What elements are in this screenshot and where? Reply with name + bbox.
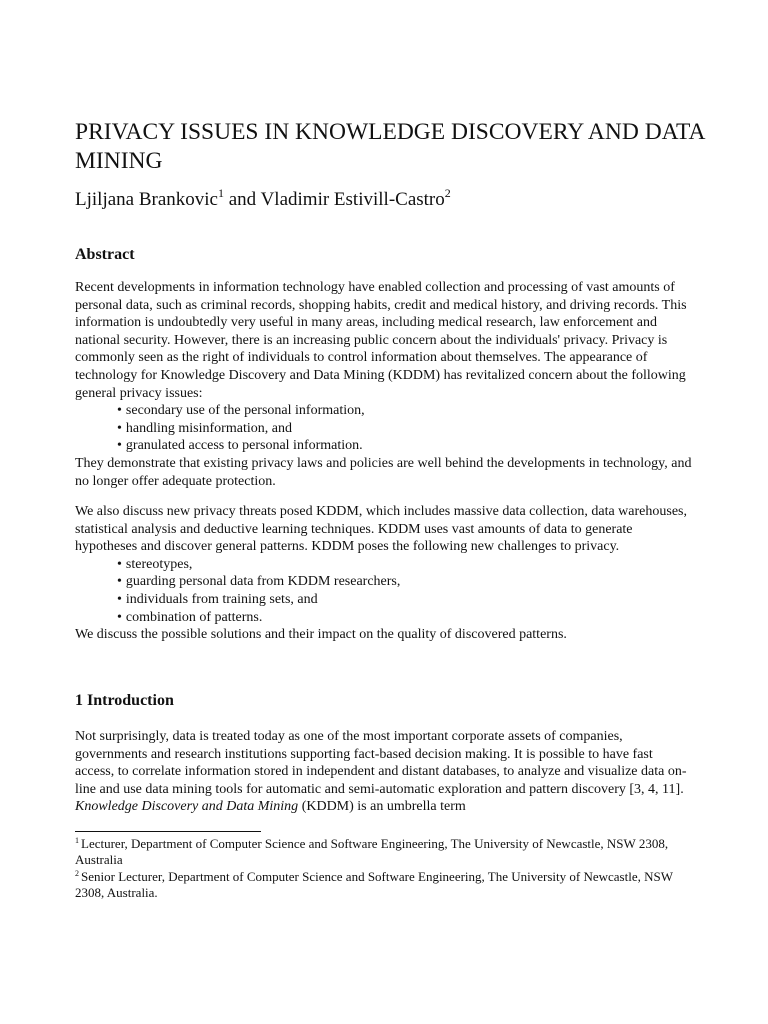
abstract-paragraph: They demonstrate that existing privacy laws and policies are well behind the developments in technology, and no longer offer adequate protection.: [75, 455, 692, 489]
footnote-text: Lecturer, Department of Computer Science and Software Engineering, The University of Newcastle, NSW 2308, Australia: [75, 836, 669, 868]
list-item: • handling misinformation, and: [117, 420, 693, 438]
list-item: • individuals from training sets, and: [117, 591, 693, 609]
abstract-paragraph: We discuss the possible solutions and their impact on the quality of discovered patterns.: [75, 627, 567, 643]
introduction-heading: 1 Introduction: [75, 692, 174, 709]
abstract-section: [75, 279, 693, 490]
footnote-text: Senior Lecturer, Department of Computer Science and Software Engineering, The University of Newcastle, NSW 2308, Australia.: [75, 868, 673, 901]
footnote-number: 1: [75, 836, 79, 845]
footnotes: [75, 836, 693, 902]
footnote-marker[interactable]: 1: [217, 186, 224, 200]
paper-title: PRIVACY ISSUES IN KNOWLEDGE DISCOVERY AND DATA MINING: [75, 119, 705, 174]
footnote: [75, 836, 693, 869]
footnote-divider: [75, 831, 261, 832]
author-name: Vladimir Estivill-Castro: [260, 189, 445, 210]
list-item: • granulated access to personal information.: [117, 437, 693, 455]
footnote-number: 2: [75, 868, 79, 878]
introduction-section: [75, 728, 693, 816]
paragraph-text: Not surprisingly, data is treated today as one of the most important corporate assets of companies, governments and research institutions supporting fact-based decision making. It is possible to have fast access, to correlate information stored in independent and distant databases, to analyze and visualize data on-line and use data mining tools for automatic and semi-automatic exploration and pattern discovery [3, 4, 11].: [75, 729, 687, 797]
paragraph-text: (KDDM) is an umbrella term: [298, 799, 466, 815]
privacy-issues-list: [75, 402, 693, 455]
list-item: • guarding personal data from KDDM researchers,: [117, 573, 693, 591]
list-item: • stereotypes,: [117, 556, 693, 574]
list-item: • secondary use of the personal information,: [117, 402, 693, 420]
footnote-marker[interactable]: 2: [444, 186, 451, 200]
privacy-challenges-list: [75, 556, 693, 626]
abstract-section-continued: [75, 503, 693, 644]
abstract-heading: Abstract: [75, 246, 135, 263]
abstract-paragraph: We also discuss new privacy threats posed KDDM, which includes massive data collection, data warehouses, statistical analysis and deductive learning techniques. KDDM uses vast amounts of data to generate hypotheses and discover general patterns. KDDM poses the following new challenges to privacy.: [75, 504, 687, 555]
author-name: Ljiljana Brankovic: [75, 189, 218, 210]
author-connector: and: [223, 189, 261, 210]
emphasized-term: Knowledge Discovery and Data Mining: [75, 799, 299, 815]
author-line: [75, 187, 715, 213]
list-item: • combination of patterns.: [117, 609, 693, 627]
footnote: [75, 869, 693, 902]
introduction-paragraph: [75, 728, 693, 816]
abstract-paragraph: Recent developments in information technology have enabled collection and processing of vast amounts of personal data, such as criminal records, shopping habits, credit and medical history, and driving records. This information is undoubtedly very useful in many areas, including medical research, law enforcement and national security. However, there is an increasing public concern about the individuals' privacy. Privacy is commonly seen as the right of individuals to control information about themselves. The appearance of technology for Knowledge Discovery and Data Mining (KDDM) has revitalized concern about the following general privacy issues:: [75, 280, 687, 401]
